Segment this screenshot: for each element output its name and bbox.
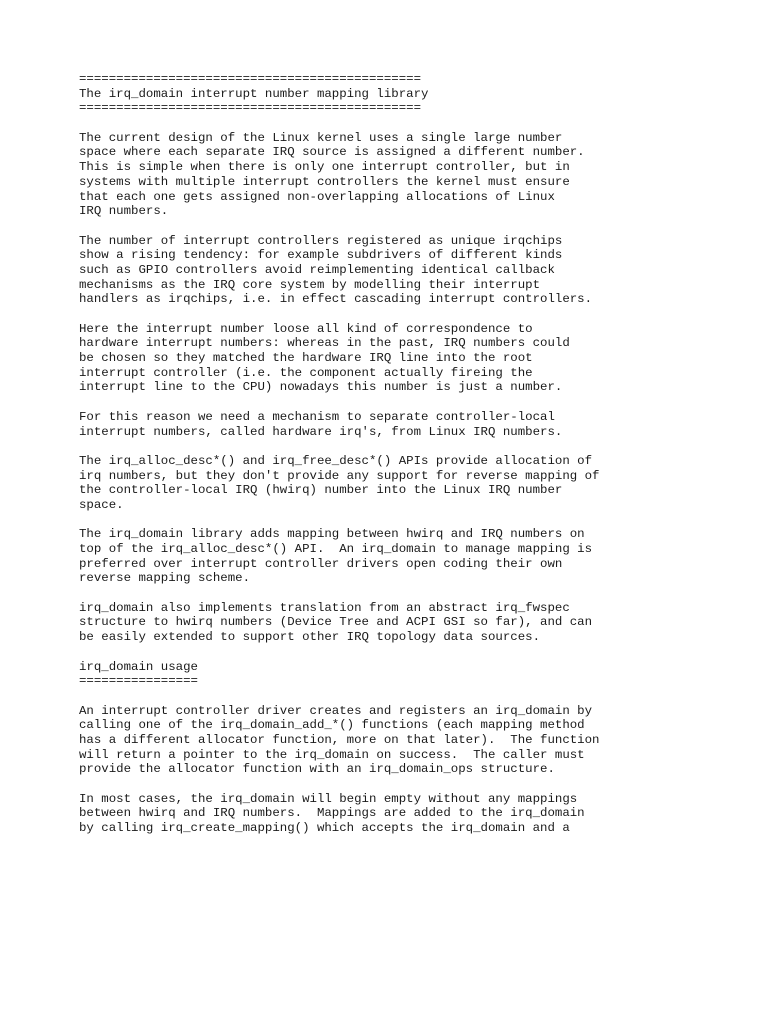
document-line: For this reason we need a mechanism to separate controller-local xyxy=(79,409,555,424)
document-line: provide the allocator function with an irq_domain_ops structure. xyxy=(79,762,555,777)
document-line: structure to hwirq numbers (Device Tree and ACPI GSI so far), and can xyxy=(79,615,593,630)
document-line xyxy=(79,513,739,528)
document-line: has a different allocator function, more on that later). The function xyxy=(79,732,600,747)
document-line: between hwirq and IRQ numbers. Mappings are added to the irq_domain xyxy=(79,806,585,821)
document-line xyxy=(79,689,739,704)
document-line: The current design of the Linux kernel uses a single large number xyxy=(79,130,563,145)
document-line: This is simple when there is only one interrupt controller, but in xyxy=(79,160,570,175)
document-line xyxy=(79,586,739,601)
document-line: such as GPIO controllers avoid reimplementing identical callback xyxy=(79,262,555,277)
document-line xyxy=(79,219,739,234)
document-line: space where each separate IRQ source is assigned a different number. xyxy=(79,145,585,160)
document-line: show a rising tendency: for example subdrivers of different kinds xyxy=(79,248,563,263)
document-line: top of the irq_alloc_desc*() API. An irq_domain to manage mapping is xyxy=(79,542,593,556)
document-line: IRQ numbers. xyxy=(79,204,169,219)
document-line: systems with multiple interrupt controllers the kernel must ensure xyxy=(79,174,570,189)
document-line: interrupt controller (i.e. the component actually fireing the xyxy=(79,365,533,380)
document-line: The number of interrupt controllers registered as unique irqchips xyxy=(79,233,563,248)
document-line: An interrupt controller driver creates and registers an irq_domain by xyxy=(79,703,593,718)
document-line: be chosen so they matched the hardware IRQ line into the root xyxy=(79,351,533,366)
document-line: preferred over interrupt controller drivers open coding their own xyxy=(79,556,563,571)
document-line: The irq_alloc_desc*() and irq_free_desc*() APIs provide allocation of xyxy=(79,453,593,468)
document-line: that each one gets assigned non-overlapping allocations of Linux xyxy=(79,189,555,204)
document-line: the controller-local IRQ (hwirq) number into the Linux IRQ number xyxy=(79,483,563,498)
document-line: handlers as irqchips, i.e. in effect cascading interrupt controllers. xyxy=(79,292,593,307)
document-line: Here the interrupt number loose all kind of correspondence to xyxy=(79,321,533,336)
document-line: ============================================== xyxy=(79,72,422,86)
document-line xyxy=(79,645,739,660)
document-line xyxy=(79,116,739,131)
document-line: ================ xyxy=(79,674,198,689)
document-line xyxy=(79,777,739,792)
document-line xyxy=(79,439,739,454)
document-line: be easily extended to support other IRQ topology data sources. xyxy=(79,630,541,645)
document-line: irq_domain also implements translation from an abstract irq_fwspec xyxy=(79,600,570,615)
document-line xyxy=(79,307,739,322)
document-line: space. xyxy=(79,497,124,512)
document-line: hardware interrupt numbers: whereas in the past, IRQ numbers could xyxy=(79,336,570,351)
document-line: In most cases, the irq_domain will begin empty without any mappings xyxy=(79,791,578,806)
document-line: irq_domain usage xyxy=(79,659,198,674)
document-line: interrupt numbers, called hardware irq's, from Linux IRQ numbers. xyxy=(79,424,563,439)
document-line: by calling irq_create_mapping() which accepts the irq_domain and a xyxy=(79,821,570,836)
document-line: mechanisms as the IRQ core system by modelling their interrupt xyxy=(79,277,541,292)
document-line xyxy=(79,395,739,410)
document-line: reverse mapping scheme. xyxy=(79,571,251,586)
document-text xyxy=(79,72,739,836)
document-line: The irq_domain interrupt number mapping library xyxy=(79,86,429,101)
document-line: interrupt line to the CPU) nowadays this number is just a number. xyxy=(79,380,563,395)
document-line: will return a pointer to the irq_domain on success. The caller must xyxy=(79,747,585,762)
document-line: ============================================== xyxy=(79,101,422,116)
document-line: irq numbers, but they don't provide any support for reverse mapping of xyxy=(79,468,600,483)
document-line: The irq_domain library adds mapping between hwirq and IRQ numbers on xyxy=(79,527,585,542)
document-line: calling one of the irq_domain_add_*() functions (each mapping method xyxy=(79,718,585,733)
